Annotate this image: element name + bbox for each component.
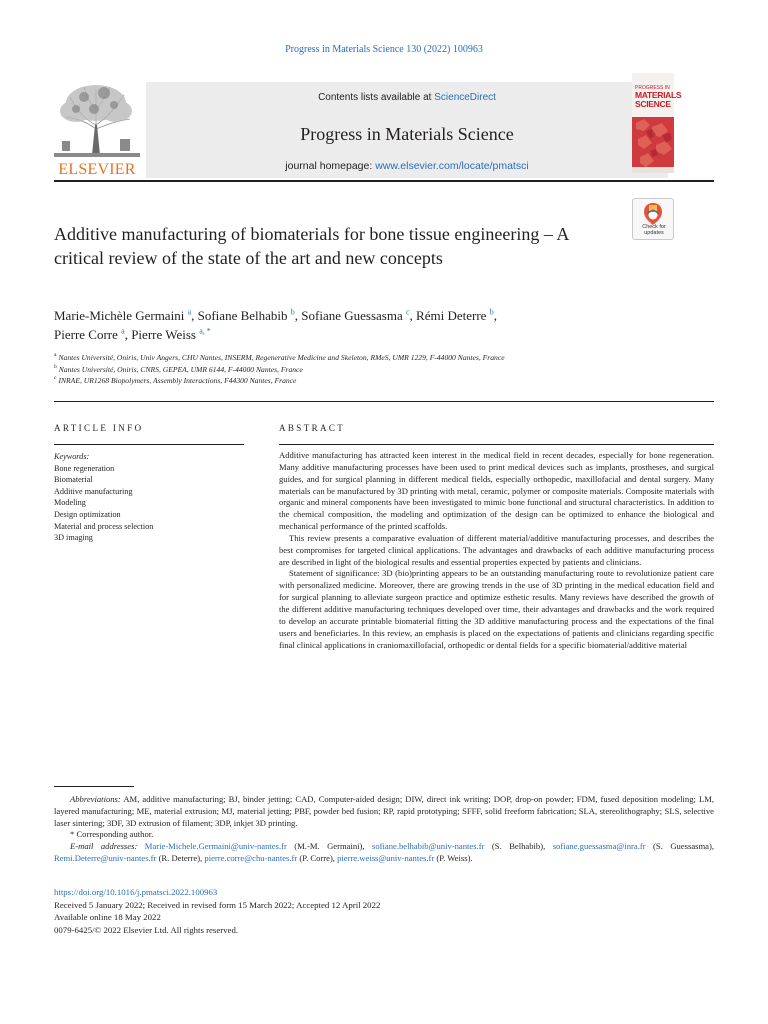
keyword-list xyxy=(54,463,254,544)
available-online: Available online 18 May 2022 xyxy=(54,912,161,923)
keyword-item: Bone regeneration xyxy=(54,463,115,473)
author-affiliation-marker[interactable]: a xyxy=(187,307,192,317)
keyword-item: Additive manufacturing xyxy=(54,486,133,496)
article-title: Additive manufacturing of biomaterials for bone tissue engineering – A critical review of the state of the art and new concepts xyxy=(54,224,569,268)
affiliation-label: c xyxy=(54,375,57,382)
cover-title xyxy=(635,85,682,109)
author-affiliation-marker[interactable]: b xyxy=(489,307,494,317)
author-affiliation-marker[interactable]: a, * xyxy=(199,326,211,336)
journal-cover-image[interactable] xyxy=(632,73,682,173)
email-label: E-mail addresses: xyxy=(70,841,138,852)
affiliation-divider xyxy=(54,401,714,402)
cover-title-line2: MATERIALS xyxy=(635,90,682,100)
contents-prefix: Contents lists available at xyxy=(318,92,435,103)
author-affiliation-marker[interactable]: a xyxy=(121,326,125,336)
affiliation-label: a xyxy=(54,352,57,359)
keyword-item: 3D imaging xyxy=(54,533,93,543)
publication-info xyxy=(54,886,554,936)
author-list xyxy=(54,306,634,344)
cover-pattern-graphic xyxy=(632,117,674,173)
affiliation-list xyxy=(54,352,674,387)
masthead-band xyxy=(146,82,668,178)
author-name[interactable]: Sofiane Guessasma xyxy=(301,308,403,323)
elsevier-tree-icon xyxy=(54,79,140,157)
email-owner: (M.-M. Germaini), xyxy=(286,841,373,852)
abbreviations-footnote xyxy=(54,794,714,829)
keyword-item: Modeling xyxy=(54,498,86,508)
email-owner: (P. Weiss). xyxy=(434,852,473,863)
affiliation-item xyxy=(54,352,674,364)
keyword-item: Material and process selection xyxy=(54,521,154,531)
abbreviations-label: Abbreviations: xyxy=(70,794,121,804)
doi-link[interactable]: https://doi.org/10.1016/j.pmatsci.2022.100963 xyxy=(54,887,218,897)
email-link[interactable]: Remi.Deterre@univ-nantes.fr xyxy=(54,852,157,863)
author-name[interactable]: Marie-Michèle Germaini xyxy=(54,308,185,323)
email-owner: (S. Belhabib), xyxy=(484,841,553,852)
keyword-item: Design optimization xyxy=(54,509,121,519)
keywords-block xyxy=(54,451,254,544)
check-for-updates-badge[interactable] xyxy=(632,198,674,240)
author-separator: , xyxy=(191,308,198,323)
author-separator: , xyxy=(294,308,302,323)
article-info-heading: ARTICLE INFO xyxy=(54,423,144,433)
affiliation-item xyxy=(54,364,674,376)
affiliation-text: Nantes Université, Oniris, Univ Angers, CHU Nantes, INSERM, Regenerative Medicine and Skeleton, RMeS, UMR 1229, F-44000 Nantes, France xyxy=(58,353,505,362)
keywords-label: Keywords: xyxy=(54,452,90,461)
email-link[interactable]: sofiane.belhabib@univ-nantes.fr xyxy=(372,841,485,852)
elsevier-logo xyxy=(54,79,140,179)
masthead-divider xyxy=(54,180,714,182)
keyword-item: Biomaterial xyxy=(54,475,93,485)
homepage-line xyxy=(146,160,668,172)
email-owner: (P. Corre), xyxy=(297,852,338,863)
article-info-divider xyxy=(54,444,244,445)
email-owner: (R. Deterre), xyxy=(156,852,205,863)
author-name[interactable]: Pierre Weiss xyxy=(131,327,196,342)
homepage-prefix: journal homepage: xyxy=(285,160,376,172)
journal-title: Progress in Materials Science xyxy=(300,124,514,144)
crossmark-label xyxy=(633,224,675,236)
email-link[interactable]: pierre.weiss@univ-nantes.fr xyxy=(337,852,435,863)
contents-line xyxy=(146,92,668,103)
author-affiliation-marker[interactable]: b xyxy=(290,307,295,317)
author-separator: , xyxy=(493,308,497,323)
abstract-paragraph: This review presents a comparative evaluation of different material/additive manufacturing processes, and describes the best compromises for targeted clinical applications. The advantages and drawbacks of each additive manufacturing process are described in light of the biological results and essential properties expected by patients and clinicians. xyxy=(279,532,714,567)
email-link[interactable]: Marie-Michele.Germaini@univ-nantes.fr xyxy=(144,841,287,852)
affiliation-text: Nantes Université, Oniris, CNRS, GEPEA, UMR 6144, F-44000 Nantes, France xyxy=(58,364,303,374)
crossmark-label-line2: updates xyxy=(644,230,664,236)
abstract-paragraph: Additive manufacturing has attracted keen interest in the medical field in recent decades, especially for bone regeneration. Many additive manufacturing processes have been used to print medical devices such as implants, prostheses, and surgical guides, and for surgical planning in different medical fields, especially orthopedic, maxillofacial and dental surgery. Many materials can be manufactured by 3D printing with metal, ceramic, polymer or composite materials. Composite materials with organic and mineral components have been investigated to mimic bone functional and structural characteristics. In addition to the chemical composition, the modeling and optimization of the design can be optimized to enhance the biological and mechanical performance of the printed scaffolds. xyxy=(279,450,714,532)
author-name[interactable]: Pierre Corre xyxy=(54,327,118,342)
affiliation-item xyxy=(54,375,674,387)
sciencedirect-link[interactable]: ScienceDirect xyxy=(434,92,496,103)
cover-title-line1: PROGRESS IN xyxy=(635,85,670,91)
email-link[interactable]: sofiane.guessasma@inra.fr xyxy=(552,841,646,852)
author-separator: , xyxy=(409,308,417,323)
homepage-link[interactable]: www.elsevier.com/locate/pmatsci xyxy=(375,160,529,172)
affiliation-label: b xyxy=(54,363,57,370)
footnote-divider xyxy=(54,786,134,787)
crossmark-label-line1: Check for xyxy=(642,224,666,230)
affiliation-text: INRAE, UR1268 Biopolymers, Assembly Interactions, F44300 Nantes, France xyxy=(58,376,297,385)
journal-masthead xyxy=(54,72,682,178)
crossmark-icon xyxy=(642,202,664,226)
author-name[interactable]: Sofiane Belhabib xyxy=(197,308,288,323)
corresponding-author-note: * Corresponding author. xyxy=(70,829,154,840)
author-affiliation-marker[interactable]: c xyxy=(405,307,410,317)
abstract-body xyxy=(279,450,714,651)
cover-title-line3: SCIENCE xyxy=(635,98,671,109)
article-history: Received 5 January 2022; Received in revised form 15 March 2022; Accepted 12 April 2022 xyxy=(54,899,381,910)
copyright-notice: 0079-6425/© 2022 Elsevier Ltd. All rights reserved. xyxy=(54,924,239,935)
author-separator: , xyxy=(124,327,132,342)
elsevier-wordmark: ELSEVIER xyxy=(58,161,136,178)
journal-citation-link[interactable]: Progress in Materials Science 130 (2022) 100963 xyxy=(285,44,483,55)
author-name[interactable]: Rémi Deterre xyxy=(416,308,487,323)
abstract-paragraph: Statement of significance: 3D (bio)printing appears to be an outstanding manufacturing route to revolutionize patient care with personalized medicine. Moreover, there are growing trends in the use of 3D printing in the medical education field and for surgical planning to alleviate surgeon practice and optimize esthetic results. Many reviews have described the growth of the different additive manufacturing techniques developed over time, their advantages and drawbacks and the work required to develop an accurate printable biomaterial fitting the 3D additive manufacturing process and the expectations of the final users and beneficiaries. In this review, an emphasis is placed on the expectations of patients and clinicians regarding specific final clinical applications in craniomaxillofacial, orthopedic or dental fields for a specific biomaterial/additive material xyxy=(279,568,714,650)
footnotes xyxy=(54,794,714,865)
email-link[interactable]: pierre.corre@chu-nantes.fr xyxy=(204,852,298,863)
email-owner: (S. Guessasma), xyxy=(645,841,714,852)
email-addresses xyxy=(54,841,714,865)
abstract-heading: ABSTRACT xyxy=(279,423,346,433)
abstract-divider xyxy=(279,444,714,445)
abbreviations-text: AM, additive manufacturing; BJ, binder jetting; CAD, Computer-aided design; DIW, direct ink writing; DOP, drop-on powder; FDM, fused deposition modeling; LM, layered manufacturing; ME, material extrusion; MJ, material jetting; PBF, powder bed fusion; RP, rapid prototyping; SFFF, solid freeform fabrication; SLA, stereolithography; SLS, selective laser sintering; 3DF, 3D extrusion of filament; 3DP, inkjet 3D printing. xyxy=(54,794,714,828)
